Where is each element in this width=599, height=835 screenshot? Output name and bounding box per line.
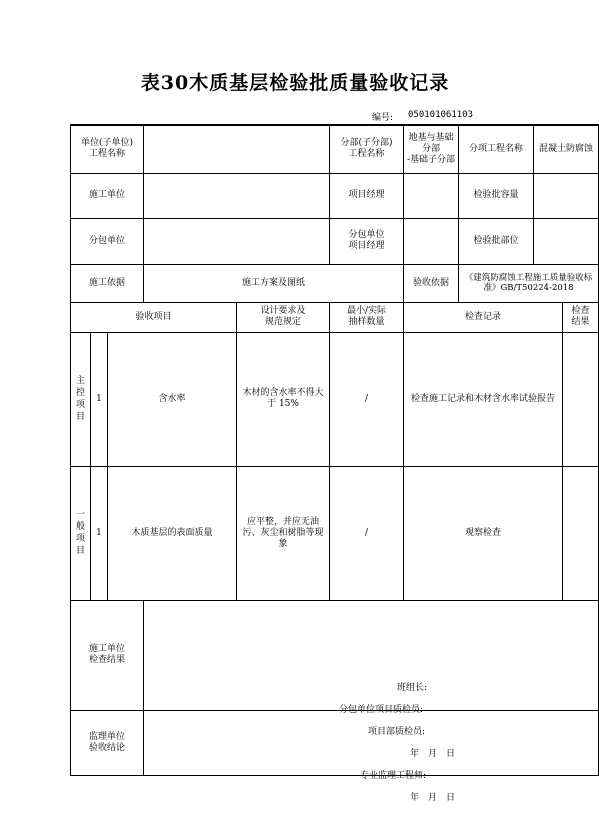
main-control-row-no: 1 — [91, 332, 108, 466]
main-control-row-sample[interactable]: / — [330, 332, 404, 466]
unit-project-value[interactable] — [144, 125, 330, 173]
subcontract-unit-value[interactable] — [144, 218, 330, 264]
main-control-row-record[interactable]: 检查施工记录和木材含水率试验报告 — [404, 332, 563, 466]
acceptance-basis-label: 验收依据 — [404, 264, 459, 302]
project-manager-value[interactable] — [404, 173, 459, 218]
unit-project-label: 单位(子单位) 工程名称 — [71, 125, 144, 173]
construction-basis-value[interactable]: 施工方案及图纸 — [144, 264, 404, 302]
subcontract-manager-label: 分包单位 项目经理 — [330, 218, 404, 264]
batch-capacity-value[interactable] — [534, 173, 599, 218]
batch-location-value[interactable] — [534, 218, 599, 264]
general-row-item: 木质基层的表面质量 — [108, 466, 237, 600]
construction-check-signature-area[interactable] — [144, 600, 599, 759]
general-row-no: 1 — [91, 466, 108, 600]
supervision-label: 监理单位 验收结论 — [71, 710, 144, 775]
item-project-label: 分项工程名称 — [459, 125, 534, 173]
col-header-item: 验收项目 — [71, 302, 237, 332]
general-row-result[interactable] — [563, 466, 599, 600]
supervision-signature-area[interactable] — [144, 710, 599, 803]
dept-inspector-label: 项目部质检员: — [368, 727, 426, 737]
page-title: 表30木质基层检验批质量验收记录 — [140, 72, 450, 94]
subcontract-manager-value[interactable] — [404, 218, 459, 264]
acceptance-basis-value[interactable]: 《建筑防腐蚀工程施工质量验收标准》GB/T50224-2018 — [459, 264, 599, 302]
code-label: 编号: — [372, 113, 394, 123]
acceptance-record-table — [70, 124, 599, 803]
col-header-record: 检查记录 — [404, 302, 563, 332]
col-header-design: 设计要求及 规范规定 — [237, 302, 330, 332]
sub-project-value[interactable]: 地基与基础分部 -基础子分部 — [404, 125, 459, 173]
general-row-record[interactable]: 观察检查 — [404, 466, 563, 600]
supervision-date: 年 月 日 — [410, 792, 456, 803]
col-header-result: 检查 结果 — [563, 302, 599, 332]
col-header-sample: 最小/实际 抽样数量 — [330, 302, 404, 332]
main-control-row-requirement: 木材的含水率不得大于 15% — [237, 332, 330, 466]
team-leader-label: 班组长: — [397, 683, 428, 693]
main-control-group-label: 主控项目 — [71, 332, 91, 466]
general-row-requirement: 应平整，并应无油污、灰尘和树脂等现象 — [237, 466, 330, 600]
sub-inspector-label: 分包单位项目质检员: — [339, 705, 424, 715]
main-control-row-item: 含水率 — [108, 332, 237, 466]
code-value: 050101061103 — [408, 110, 474, 120]
batch-capacity-label: 检验批容量 — [459, 173, 534, 218]
construction-basis-label: 施工依据 — [71, 264, 144, 302]
item-project-value[interactable]: 混凝土防腐蚀 — [534, 125, 599, 173]
batch-location-label: 检验批部位 — [459, 218, 534, 264]
supervision-engineer-label: 专业监理工程师: — [360, 770, 427, 781]
construction-unit-label: 施工单位 — [71, 173, 144, 218]
subcontract-unit-label: 分包单位 — [71, 218, 144, 264]
construction-check-date: 年 月 日 — [410, 749, 456, 759]
construction-unit-value[interactable] — [144, 173, 330, 218]
construction-check-label: 施工单位 检查结果 — [71, 600, 144, 710]
sub-project-label: 分部(子分部) 工程名称 — [330, 125, 404, 173]
project-manager-label: 项目经理 — [330, 173, 404, 218]
main-control-row-result[interactable] — [563, 332, 599, 466]
general-group-label: 一般项目 — [71, 466, 91, 600]
general-row-sample[interactable]: / — [330, 466, 404, 600]
